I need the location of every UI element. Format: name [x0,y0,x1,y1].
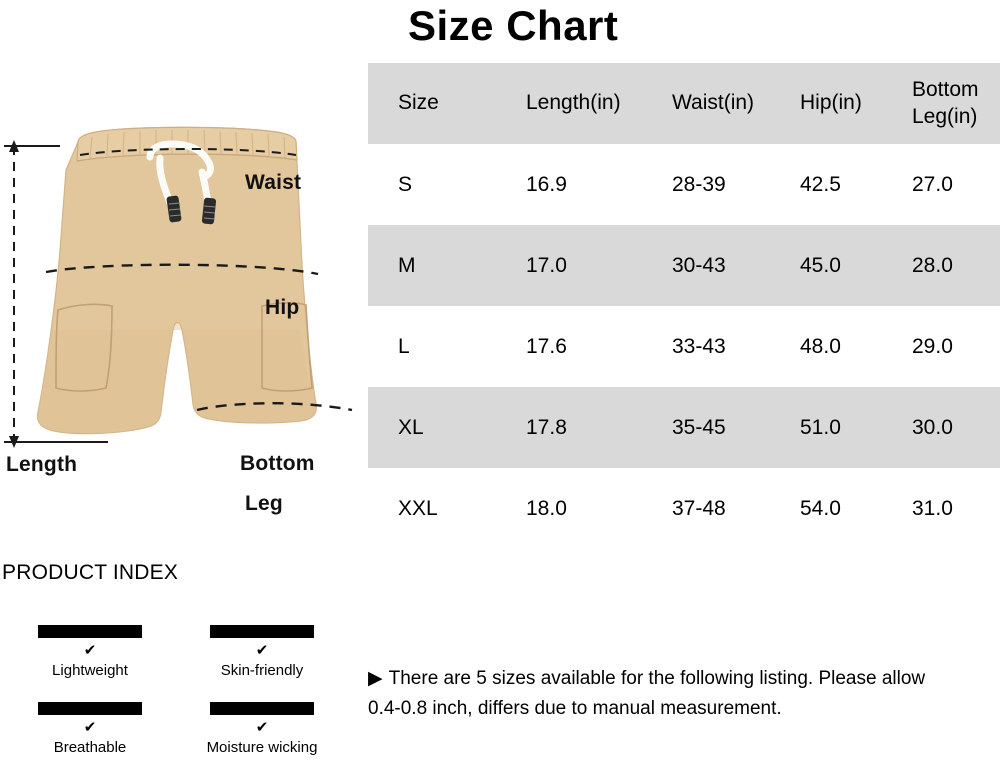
table-row [368,144,1000,225]
feature-bar-icon [38,702,142,715]
footnote [368,664,968,724]
cell-length: 18.0 [526,496,567,520]
header-cell-waist [642,63,770,144]
feature-label: Lightweight [52,662,128,679]
label-bottom-leg: Bottom [240,452,315,475]
table-row [368,468,1000,549]
header-line-0: Size [398,91,439,115]
shorts-diagram [0,0,360,540]
cell-bottom-leg: 29.0 [912,334,953,358]
cell-waist: 35-45 [672,415,726,439]
cell-waist: 37-48 [672,496,726,520]
cell-length: 17.0 [526,253,567,277]
header-line-0: Hip(in) [800,91,862,115]
header-line-0: Waist(in) [672,91,755,115]
cell-hip: 42.5 [800,172,841,196]
check-icon: ✔ [255,719,269,736]
table-row [368,306,1000,387]
cell-waist: 30-43 [672,253,726,277]
feature-item [10,625,170,679]
header-cell-size [368,63,496,144]
cell-size: XXL [398,496,438,520]
header-line-1: Leg(in) [912,104,978,128]
header-cell-bottom-leg [882,63,1000,144]
feature-label: Breathable [53,739,127,756]
header-line-0: Length(in) [526,91,621,115]
footnote-line-1: There are 5 sizes available for the following listing. Please allow [388,668,926,689]
cell-hip: 54.0 [800,496,841,520]
header-cell-hip [770,63,882,144]
cell-hip: 51.0 [800,415,841,439]
arrow-icon: ▶ [368,668,383,689]
feature-bar-icon [38,625,142,638]
cell-size: M [398,253,416,277]
cell-length: 16.9 [526,172,567,196]
feature-label: Moisture wicking [206,739,318,756]
feature-bar-icon [210,625,314,638]
cell-waist: 33-43 [672,334,726,358]
size-chart-table [368,63,1000,549]
feature-label: Skin-friendly [220,662,304,679]
table-row [368,225,1000,306]
feature-bar-icon [210,702,314,715]
cell-length: 17.8 [526,415,567,439]
cell-bottom-leg: 28.0 [912,253,953,277]
cell-bottom-leg: 30.0 [912,415,953,439]
header-line-0: Bottom [912,78,979,102]
check-icon: ✔ [255,642,269,659]
footnote-line-2: 0.4-0.8 inch, differs due to manual measurement. [368,698,782,719]
check-icon: ✔ [83,642,97,659]
header-cell-length [496,63,642,144]
feature-item [182,702,342,756]
table-header-row [368,63,1000,144]
cell-length: 17.6 [526,334,567,358]
cell-size: L [398,334,410,358]
cell-size: XL [398,415,424,439]
label-hip: Hip [265,296,300,319]
label-leg: Leg [245,492,283,515]
label-waist: Waist [245,171,302,194]
cell-hip: 45.0 [800,253,841,277]
cell-size: S [398,172,413,196]
table-row [368,387,1000,468]
label-length: Length [6,453,78,476]
cell-waist: 28-39 [672,172,726,196]
feature-item [182,625,342,679]
product-index-title: PRODUCT INDEX [2,561,179,584]
cell-bottom-leg: 31.0 [912,496,953,520]
cell-bottom-leg: 27.0 [912,172,953,196]
page-title: Size Chart [408,2,619,49]
feature-item [10,702,170,756]
check-icon: ✔ [83,719,97,736]
cell-hip: 48.0 [800,334,841,358]
